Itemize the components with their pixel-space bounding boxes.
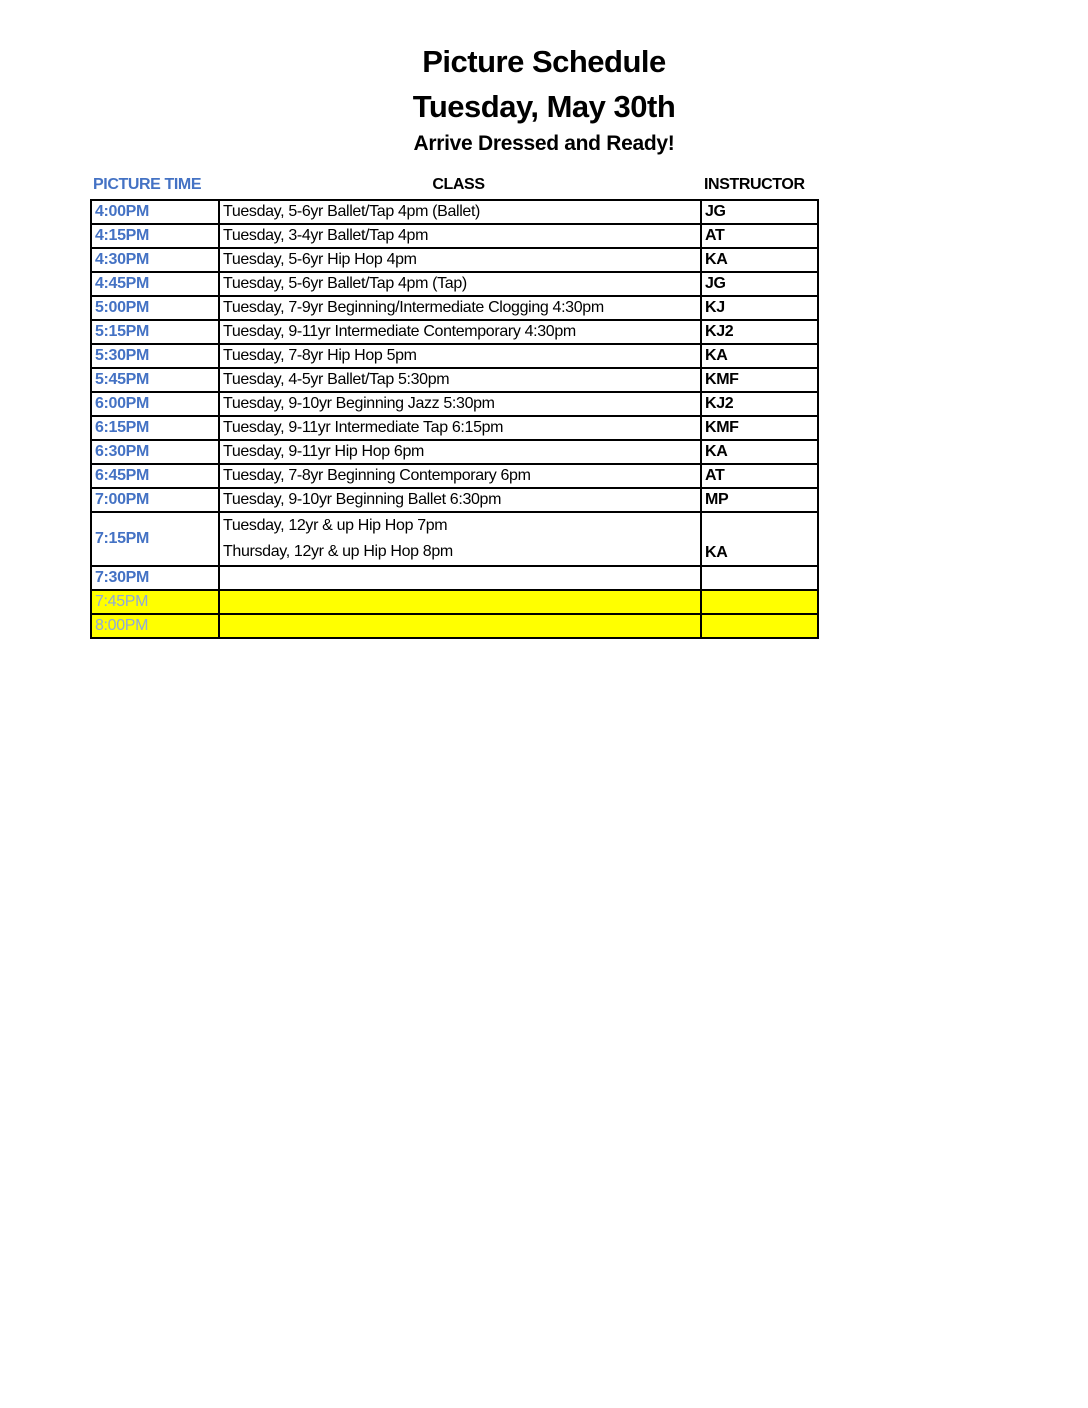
class-cell: Tuesday, 9-10yr Beginning Ballet 6:30pm (219, 488, 701, 512)
class-cell (219, 590, 701, 614)
class-cell: Tuesday, 9-11yr Intermediate Contemporary 4:30pm (219, 320, 701, 344)
column-headers (90, 176, 816, 198)
column-header-class: CLASS (432, 176, 485, 193)
instructor-cell: AT (701, 224, 818, 248)
picture-time-cell: 5:45PM (91, 368, 219, 392)
table-row (91, 320, 818, 344)
class-cell: Tuesday, 7-9yr Beginning/Intermediate Clogging 4:30pm (219, 296, 701, 320)
table-row (91, 296, 818, 320)
class-cell: Tuesday, 7-8yr Beginning Contemporary 6pm (219, 464, 701, 488)
picture-time-cell: 6:30PM (91, 440, 219, 464)
picture-time-cell: 6:00PM (91, 392, 219, 416)
class-cell: Tuesday, 9-11yr Hip Hop 6pm (219, 440, 701, 464)
picture-time-cell: 7:30PM (91, 566, 219, 590)
instructor-cell (701, 590, 818, 614)
page-subtitle: Arrive Dressed and Ready! (413, 132, 675, 155)
table-row (91, 272, 818, 296)
instructor-cell: KMF (701, 416, 818, 440)
page-date: Tuesday, May 30th (412, 89, 676, 124)
picture-time-cell: 7:00PM (91, 488, 219, 512)
table-row (91, 200, 818, 224)
picture-time-cell: 8:00PM (91, 614, 219, 638)
column-header-instructor: INSTRUCTOR (704, 176, 805, 193)
instructor-cell: JG (701, 272, 818, 296)
picture-time-cell: 4:30PM (91, 248, 219, 272)
class-cell: Tuesday, 5-6yr Hip Hop 4pm (219, 248, 701, 272)
instructor-cell: JG (701, 200, 818, 224)
picture-time-cell: 6:15PM (91, 416, 219, 440)
instructor-cell: KJ (701, 296, 818, 320)
column-header-time: PICTURE TIME (93, 176, 202, 193)
schedule-table (90, 199, 819, 639)
table-row (91, 368, 818, 392)
instructor-cell: AT (701, 464, 818, 488)
picture-time-cell: 6:45PM (91, 464, 219, 488)
class-cell: Tuesday, 5-6yr Ballet/Tap 4pm (Tap) (219, 272, 701, 296)
class-cell: Tuesday, 5-6yr Ballet/Tap 4pm (Ballet) (219, 200, 701, 224)
table-row (91, 344, 818, 368)
class-line-1: Tuesday, 12yr & up Hip Hop 7pm (223, 517, 448, 534)
picture-time-cell: 4:00PM (91, 200, 219, 224)
table-row-empty (91, 566, 818, 590)
instructor-cell: KA (701, 248, 818, 272)
table-row (91, 488, 818, 512)
picture-time-cell: 7:15PM (91, 512, 219, 566)
picture-time-cell: 4:45PM (91, 272, 219, 296)
instructor-cell (701, 614, 818, 638)
table-row-highlighted (91, 614, 818, 638)
instructor-cell: KJ2 (701, 320, 818, 344)
table-row-double (91, 512, 818, 566)
class-cell (219, 614, 701, 638)
instructor-cell (701, 566, 818, 590)
picture-time-cell: 5:15PM (91, 320, 219, 344)
table-row-highlighted (91, 590, 818, 614)
table-row (91, 416, 818, 440)
picture-time-cell: 4:15PM (91, 224, 219, 248)
table-row (91, 224, 818, 248)
table-row (91, 392, 818, 416)
picture-time-cell: 5:00PM (91, 296, 219, 320)
picture-time-cell: 5:30PM (91, 344, 219, 368)
table-row (91, 464, 818, 488)
class-line-2: Thursday, 12yr & up Hip Hop 8pm (223, 543, 453, 560)
instructor-cell: KMF (701, 368, 818, 392)
instructor-cell: MP (701, 488, 818, 512)
picture-time-cell: 7:45PM (91, 590, 219, 614)
table-row (91, 440, 818, 464)
class-cell: Tuesday, 9-11yr Intermediate Tap 6:15pm (219, 416, 701, 440)
class-cell: Tuesday, 7-8yr Hip Hop 5pm (219, 344, 701, 368)
class-cell: Tuesday, 4-5yr Ballet/Tap 5:30pm (219, 368, 701, 392)
class-cell: Tuesday, 3-4yr Ballet/Tap 4pm (219, 224, 701, 248)
class-cell (219, 512, 701, 566)
instructor-cell: KA (701, 344, 818, 368)
instructor-cell: KJ2 (701, 392, 818, 416)
instructor-cell: KA (701, 440, 818, 464)
class-cell (219, 566, 701, 590)
instructor-cell: KA (701, 512, 818, 566)
class-cell: Tuesday, 9-10yr Beginning Jazz 5:30pm (219, 392, 701, 416)
table-row (91, 248, 818, 272)
page-title: Picture Schedule (422, 44, 666, 79)
